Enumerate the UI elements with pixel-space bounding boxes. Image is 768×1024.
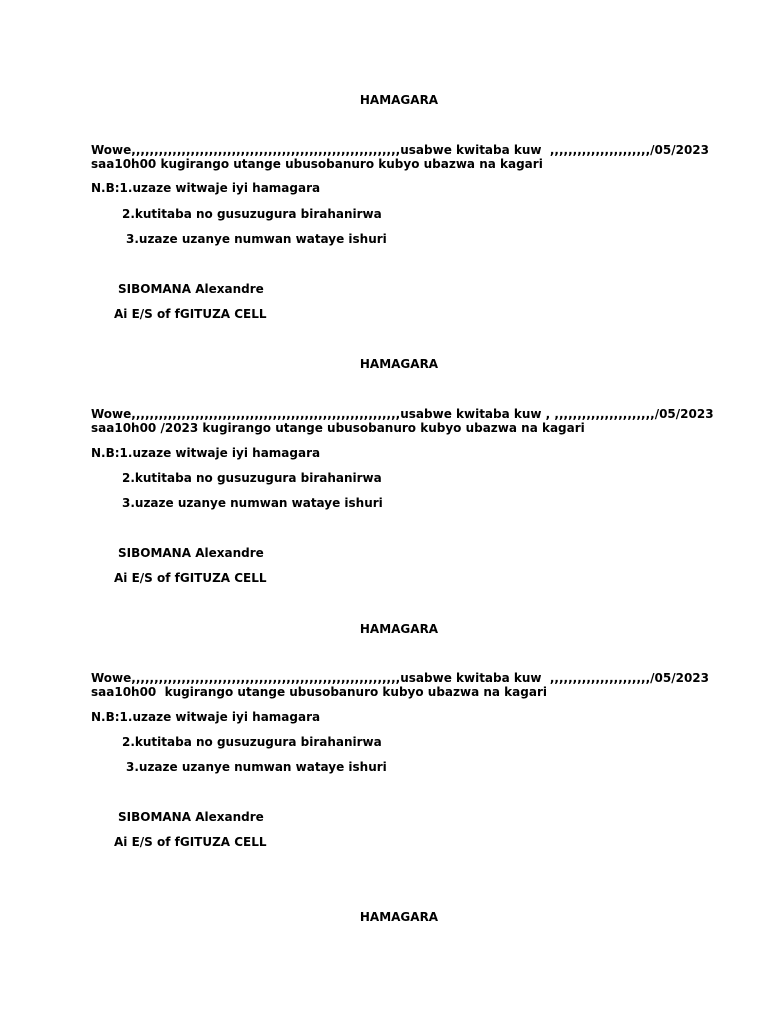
note-line-2: 2.kutitaba no gusuzugura birahanirwa bbox=[122, 471, 382, 485]
signatory-title: Ai E/S of fGITUZA CELL bbox=[114, 835, 267, 849]
note-line-2: 2.kutitaba no gusuzugura birahanirwa bbox=[122, 207, 382, 221]
note-line-3: 3.uzaze uzanye numwan wataye ishuri bbox=[122, 496, 383, 510]
section-title: HAMAGARA bbox=[359, 622, 439, 636]
note-line-3: 3.uzaze uzanye numwan wataye ishuri bbox=[126, 232, 387, 246]
summons-body-line-1: Wowe,,,,,,,,,,,,,,,,,,,,,,,,,,,,,,,,,,,,,,,,,,,,,,,,,,,,,,,,,,,usabwe kwitaba kuw ,,,,,,,,,,,,,,,,,,,,,,/05/2023 bbox=[91, 671, 710, 685]
section-title: HAMAGARA bbox=[359, 357, 439, 371]
section-title: HAMAGARA bbox=[359, 910, 439, 924]
signatory-name: SIBOMANA Alexandre bbox=[118, 282, 264, 296]
note-line-1: N.B:1.uzaze witwaje iyi hamagara bbox=[91, 181, 321, 195]
note-line-1: N.B:1.uzaze witwaje iyi hamagara bbox=[91, 446, 321, 460]
note-line-1: N.B:1.uzaze witwaje iyi hamagara bbox=[91, 710, 321, 724]
summons-body-line-2: saa10h00 kugirango utange ubusobanuro kubyo ubazwa na kagari bbox=[91, 685, 547, 699]
signatory-name: SIBOMANA Alexandre bbox=[118, 810, 264, 824]
summons-body-line-1: Wowe,,,,,,,,,,,,,,,,,,,,,,,,,,,,,,,,,,,,,,,,,,,,,,,,,,,,,,,,,,,usabwe kwitaba kuw ,,,,,,,,,,,,,,,,,,,,,,/05/2023 bbox=[91, 143, 710, 157]
signatory-title: Ai E/S of fGITUZA CELL bbox=[114, 307, 267, 321]
summons-body-line-2: saa10h00 kugirango utange ubusobanuro kubyo ubazwa na kagari bbox=[91, 157, 543, 171]
signatory-name: SIBOMANA Alexandre bbox=[118, 546, 264, 560]
note-line-2: 2.kutitaba no gusuzugura birahanirwa bbox=[122, 735, 382, 749]
summons-body-line-2: saa10h00 /2023 kugirango utange ubusobanuro kubyo ubazwa na kagari bbox=[91, 421, 585, 435]
note-line-3: 3.uzaze uzanye numwan wataye ishuri bbox=[126, 760, 387, 774]
signatory-title: Ai E/S of fGITUZA CELL bbox=[114, 571, 267, 585]
section-title: HAMAGARA bbox=[359, 93, 439, 107]
summons-body-line-1: Wowe,,,,,,,,,,,,,,,,,,,,,,,,,,,,,,,,,,,,,,,,,,,,,,,,,,,,,,,,,,,usabwe kwitaba kuw , ,,,,,,,,,,,,,,,,,,,,,,/05/2023 bbox=[91, 407, 714, 421]
